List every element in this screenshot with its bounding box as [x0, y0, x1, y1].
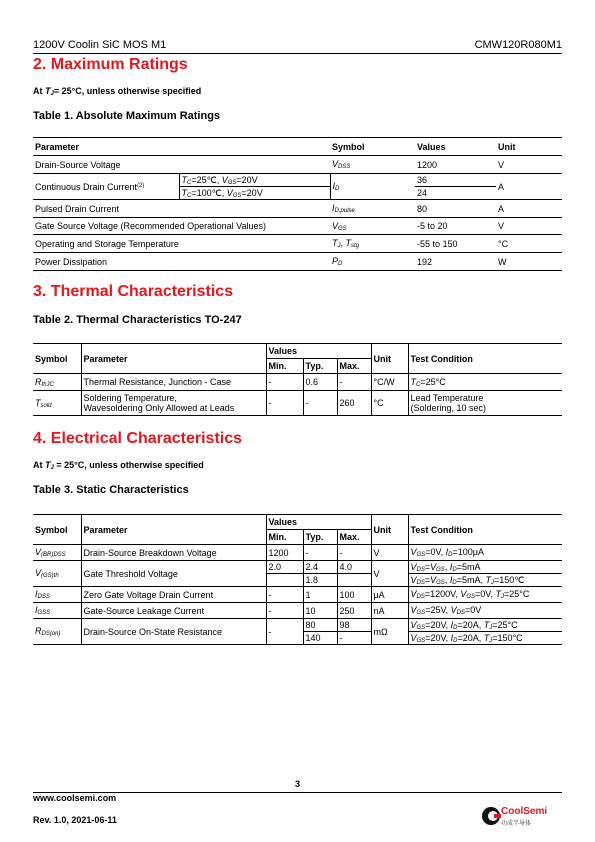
static-characteristics-table: [33, 514, 562, 645]
coolsemi-logo: [481, 805, 561, 829]
table-row: V(GS)th Gate Threshold Voltage 2.0 2.4 4.0 V VDS=VGS, ID=5mA: [33, 561, 562, 574]
thermal-characteristics-table: [33, 343, 562, 416]
section-3-title: 3. Thermal Characteristics: [33, 283, 234, 300]
logo-subtext: 功成半导体: [501, 821, 532, 827]
col-parameter: Parameter: [81, 515, 266, 545]
table-row: V(BR)DSS Drain-Source Breakdown Voltage 1200 - - V VGS=0V, ID=100μA: [33, 545, 562, 561]
col-unit: Unit: [496, 138, 562, 156]
col-test-condition: Test Condition: [408, 515, 562, 545]
table-row: RthJC Thermal Resistance, Junction - Case - 0.6 - °C/W TC=25°C: [33, 374, 562, 391]
header-product: 1200V Coolin SiC MOS M1: [33, 39, 167, 51]
col-parameter: Parameter: [81, 344, 266, 374]
col-typ: Typ.: [303, 359, 337, 374]
table-row: Tsold Soldering Temperature, Wavesoldering Only Allowed at Leads - - 260 °C Lead Temperature (Soldering, 10 sec): [33, 391, 562, 416]
col-parameter: Parameter: [33, 138, 330, 156]
table-row: RDS(on) Drain-Source On-State Resistance - 80 98 mΩ VGS=20V, ID=20A, TJ=25°C: [33, 619, 562, 632]
col-values: Values: [415, 138, 496, 156]
table-row: IDSS Zero Gate Voltage Drain Current - 1 100 μA VDS=1200V, VGS=0V, TJ=25°C: [33, 587, 562, 603]
absolute-max-ratings-table: [33, 137, 562, 271]
col-unit: Unit: [371, 344, 408, 374]
table-1-caption: Table 1. Absolute Maximum Ratings: [33, 110, 221, 122]
revision-date: Rev. 1.0, 2021-06-11: [33, 815, 117, 825]
col-min: Min.: [266, 359, 303, 374]
table-2-caption: Table 2. Thermal Characteristics TO-247: [33, 314, 242, 326]
table-row: IGSS Gate-Source Leakage Current - 10 250 nA VGS=25V, VDS=0V: [33, 603, 562, 619]
table-row: Gate Source Voltage (Recommended Operational Values) VGS -5 to 20 V: [33, 218, 562, 235]
table-3-caption: Table 3. Static Characteristics: [33, 484, 189, 496]
header-rule: [33, 53, 562, 54]
logo-wordmark: CoolSemi: [501, 806, 548, 817]
col-symbol: Symbol: [330, 138, 415, 156]
section-4-title: 4. Electrical Characteristics: [33, 430, 243, 447]
col-min: Min.: [266, 530, 303, 545]
table-row: TC=100℃, VGS=20V 24: [33, 187, 562, 200]
col-values: Values: [266, 515, 371, 530]
header-part-number: CMW120R080M1: [474, 39, 562, 51]
col-max: Max.: [337, 530, 371, 545]
col-symbol: Symbol: [33, 344, 81, 374]
coolsemi-logo-icon: [481, 805, 501, 827]
section-2-title: 2. Maximum Ratings: [33, 56, 188, 73]
col-values: Values: [266, 344, 371, 359]
col-max: Max.: [337, 359, 371, 374]
col-typ: Typ.: [303, 530, 337, 545]
table-row: 140 - VGS=20V, ID=20A, TJ=150°C: [33, 632, 562, 645]
table-row: 1.8 VDS=VGS, ID=5mA, TJ=150℃: [33, 574, 562, 587]
col-unit: Unit: [371, 515, 408, 545]
table-row: Continuous Drain Current$^{(2)}$ TC=25℃, VGS=20V ID 36 A: [33, 174, 562, 187]
page-number: 3: [294, 779, 300, 789]
table-row: Power Dissipation PD 192 W: [33, 253, 562, 271]
footer-url[interactable]: www.coolsemi.com: [33, 793, 117, 803]
section-2-condition: At TJ= 25°C, unless otherwise specified: [33, 86, 202, 97]
section-4-condition: At TJ = 25°C, unless otherwise specified: [33, 460, 204, 471]
table-row: Pulsed Drain Current ID,pulse 80 A: [33, 200, 562, 218]
table-row: Drain-Source Voltage VDSS 1200 V: [33, 156, 562, 174]
col-symbol: Symbol: [33, 515, 81, 545]
table-row: Operating and Storage Temperature TJ, Tstg -55 to 150 °C: [33, 235, 562, 253]
col-test-condition: Test Condition: [408, 344, 562, 374]
